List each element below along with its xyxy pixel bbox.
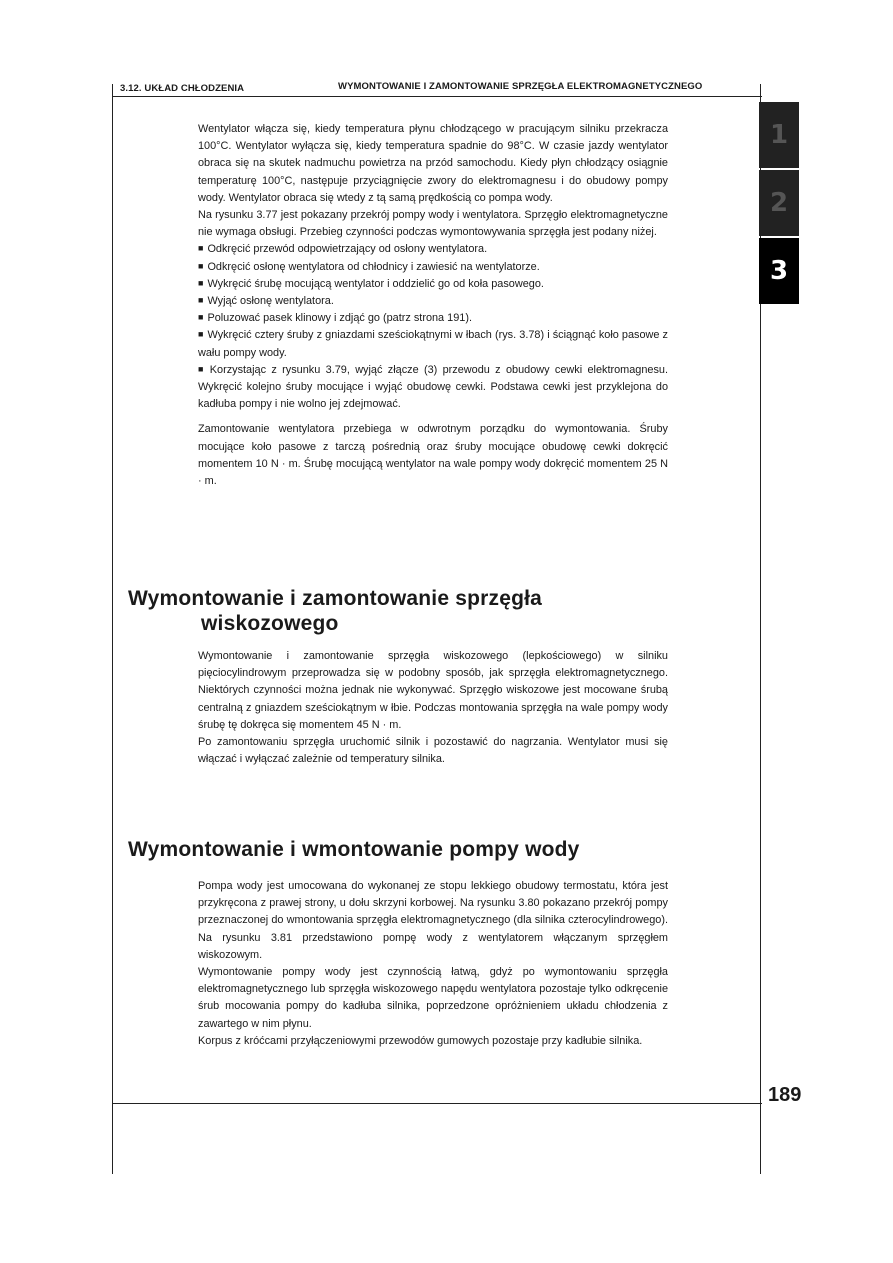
chapter-tab-2: 2 [759, 170, 799, 236]
list-item: ■ Odkręcić przewód odpowietrzający od osłony wentylatora. [198, 241, 668, 258]
section-heading-water-pump: Wymontowanie i wmontowanie pompy wody [128, 838, 580, 861]
left-margin-rule [112, 84, 113, 1174]
paragraph: Wymontowanie pompy wody jest czynnością łatwą, gdyż po wymontowaniu sprzęgła elektromagnetycznego lub sprzęgła wiskozowego napędu wentylatora pozostaje tylko odkręcenie śrub mocowania pompy do kadłuba silnika, poprzedzone opróżnieniem układu chłodzenia z zawartego w nim płynu. [198, 966, 668, 1030]
paragraph: Wentylator włącza się, kiedy temperatura płynu chłodzącego w pracującym silniku przekracza 100°C. Wentylator wyłącza się, kiedy temperatura spadnie do 98°C. W czasie jazdy wentylator obraca się na skutek nadmuchu powietrza na przód samochodu. Kiedy płyn chłodzący osiągnie temperaturę 100°C, następuje przyciągnięcie zwory do elektromagnesu i do obudowy pompy wody. Wentylator obraca się wtedy z tą samą prędkością co pompa wody. [198, 123, 668, 204]
chapter-tab-1: 1 [759, 102, 799, 168]
page-number: 189 [768, 1084, 802, 1106]
heading-line: wiskozowego [201, 612, 339, 635]
paragraph: Zamontowanie wentylatora przebiega w odwrotnym porządku do wymontowania. Śruby mocujące koło pasowe z tarczą pośrednią oraz śruby mocujące obudowę cewki dokręcić momentem 10 N · m. Śrubę mocującą wentylator na wale pompy wody dokręcić momentem 25 N · m. [198, 423, 668, 488]
paragraph: Wymontowanie i zamontowanie sprzęgła wiskozowego (lepkościowego) w silniku pięciocylindrowym przeprowadza się w podobny sposób, jak sprzęgła elektromagnetycznego. Niektórych czynności można jednak nie wykonywać. Sprzęgło wiskozowe jest mocowane śrubą centralną z gniazdem sześciokątnym w łbie. Podczas montowania sprzęgła na wale pompy wody śrubę tę dokręca się momentem 45 N · m. [198, 650, 668, 731]
list-item: ■ Poluzować pasek klinowy i zdjąć go (patrz strona 191). [198, 310, 668, 327]
paragraph: Na rysunku 3.77 jest pokazany przekrój pompy wody i wentylatora. Sprzęgło elektromagnetyczne nie wymaga obsługi. Przebieg czynności podczas wymontowywania sprzęgła jest podany niżej. [198, 209, 668, 239]
section-heading-viscous-clutch [128, 586, 542, 636]
chapter-title: WYMONTOWANIE I ZAMONTOWANIE SPRZĘGŁA ELEKTROMAGNETYCZNEGO [338, 81, 703, 92]
footer-rule [112, 1103, 762, 1104]
section-label: 3.12. UKŁAD CHŁODZENIA [120, 83, 245, 94]
list-item: ■ Wykręcić cztery śruby z gniazdami sześciokątnymi w łbach (rys. 3.78) i ściągnąć koło pasowe z wału pompy wody. [198, 327, 668, 361]
header-rule [112, 96, 762, 97]
list-item: ■ Wykręcić śrubę mocującą wentylator i oddzielić go od koła pasowego. [198, 276, 668, 293]
fan-section-text [198, 121, 668, 490]
chapter-tab-3: 3 [759, 238, 799, 304]
chapter-tabs [759, 102, 799, 306]
list-item: ■ Wyjąć osłonę wentylatora. [198, 293, 668, 310]
paragraph: Po zamontowaniu sprzęgła uruchomić silnik i pozostawić do nagrzania. Wentylator musi się włączać i wyłączać zależnie od temperatury silnika. [198, 736, 668, 766]
list-item: ■ Odkręcić osłonę wentylatora od chłodnicy i zawiesić na wentylatorze. [198, 259, 668, 276]
paragraph: Pompa wody jest umocowana do wykonanej ze stopu lekkiego obudowy termostatu, która jest przykręcona z prawej strony, u dołu skrzyni korbowej. Na rysunku 3.80 pokazano przekrój pompy przeznaczonej do wmontowania sprzęgła elektromagnetycznego (dla silnika czterocylindrowego). Na rysunku 3.81 przedstawiono pompę wody z wentylatorem włączanym sprzęgłem wiskozowym. [198, 880, 668, 961]
water-pump-text [198, 878, 668, 1050]
paragraph: Korpus z króćcami przyłączeniowymi przewodów gumowych pozostaje przy kadłubie silnika. [198, 1034, 643, 1047]
heading-line: Wymontowanie i zamontowanie sprzęgła [128, 587, 543, 610]
viscous-clutch-text [198, 648, 668, 768]
running-header [118, 80, 758, 96]
list-item: ■ Korzystając z rysunku 3.79, wyjąć złącze (3) przewodu z obudowy cewki elektromagnesu. Wykręcić kolejno śruby mocujące i wyjąć obudowę cewki. Podstawa cewki jest przyklejona do kadłuba pompy i nie wolno jej zdejmować. [198, 362, 668, 414]
